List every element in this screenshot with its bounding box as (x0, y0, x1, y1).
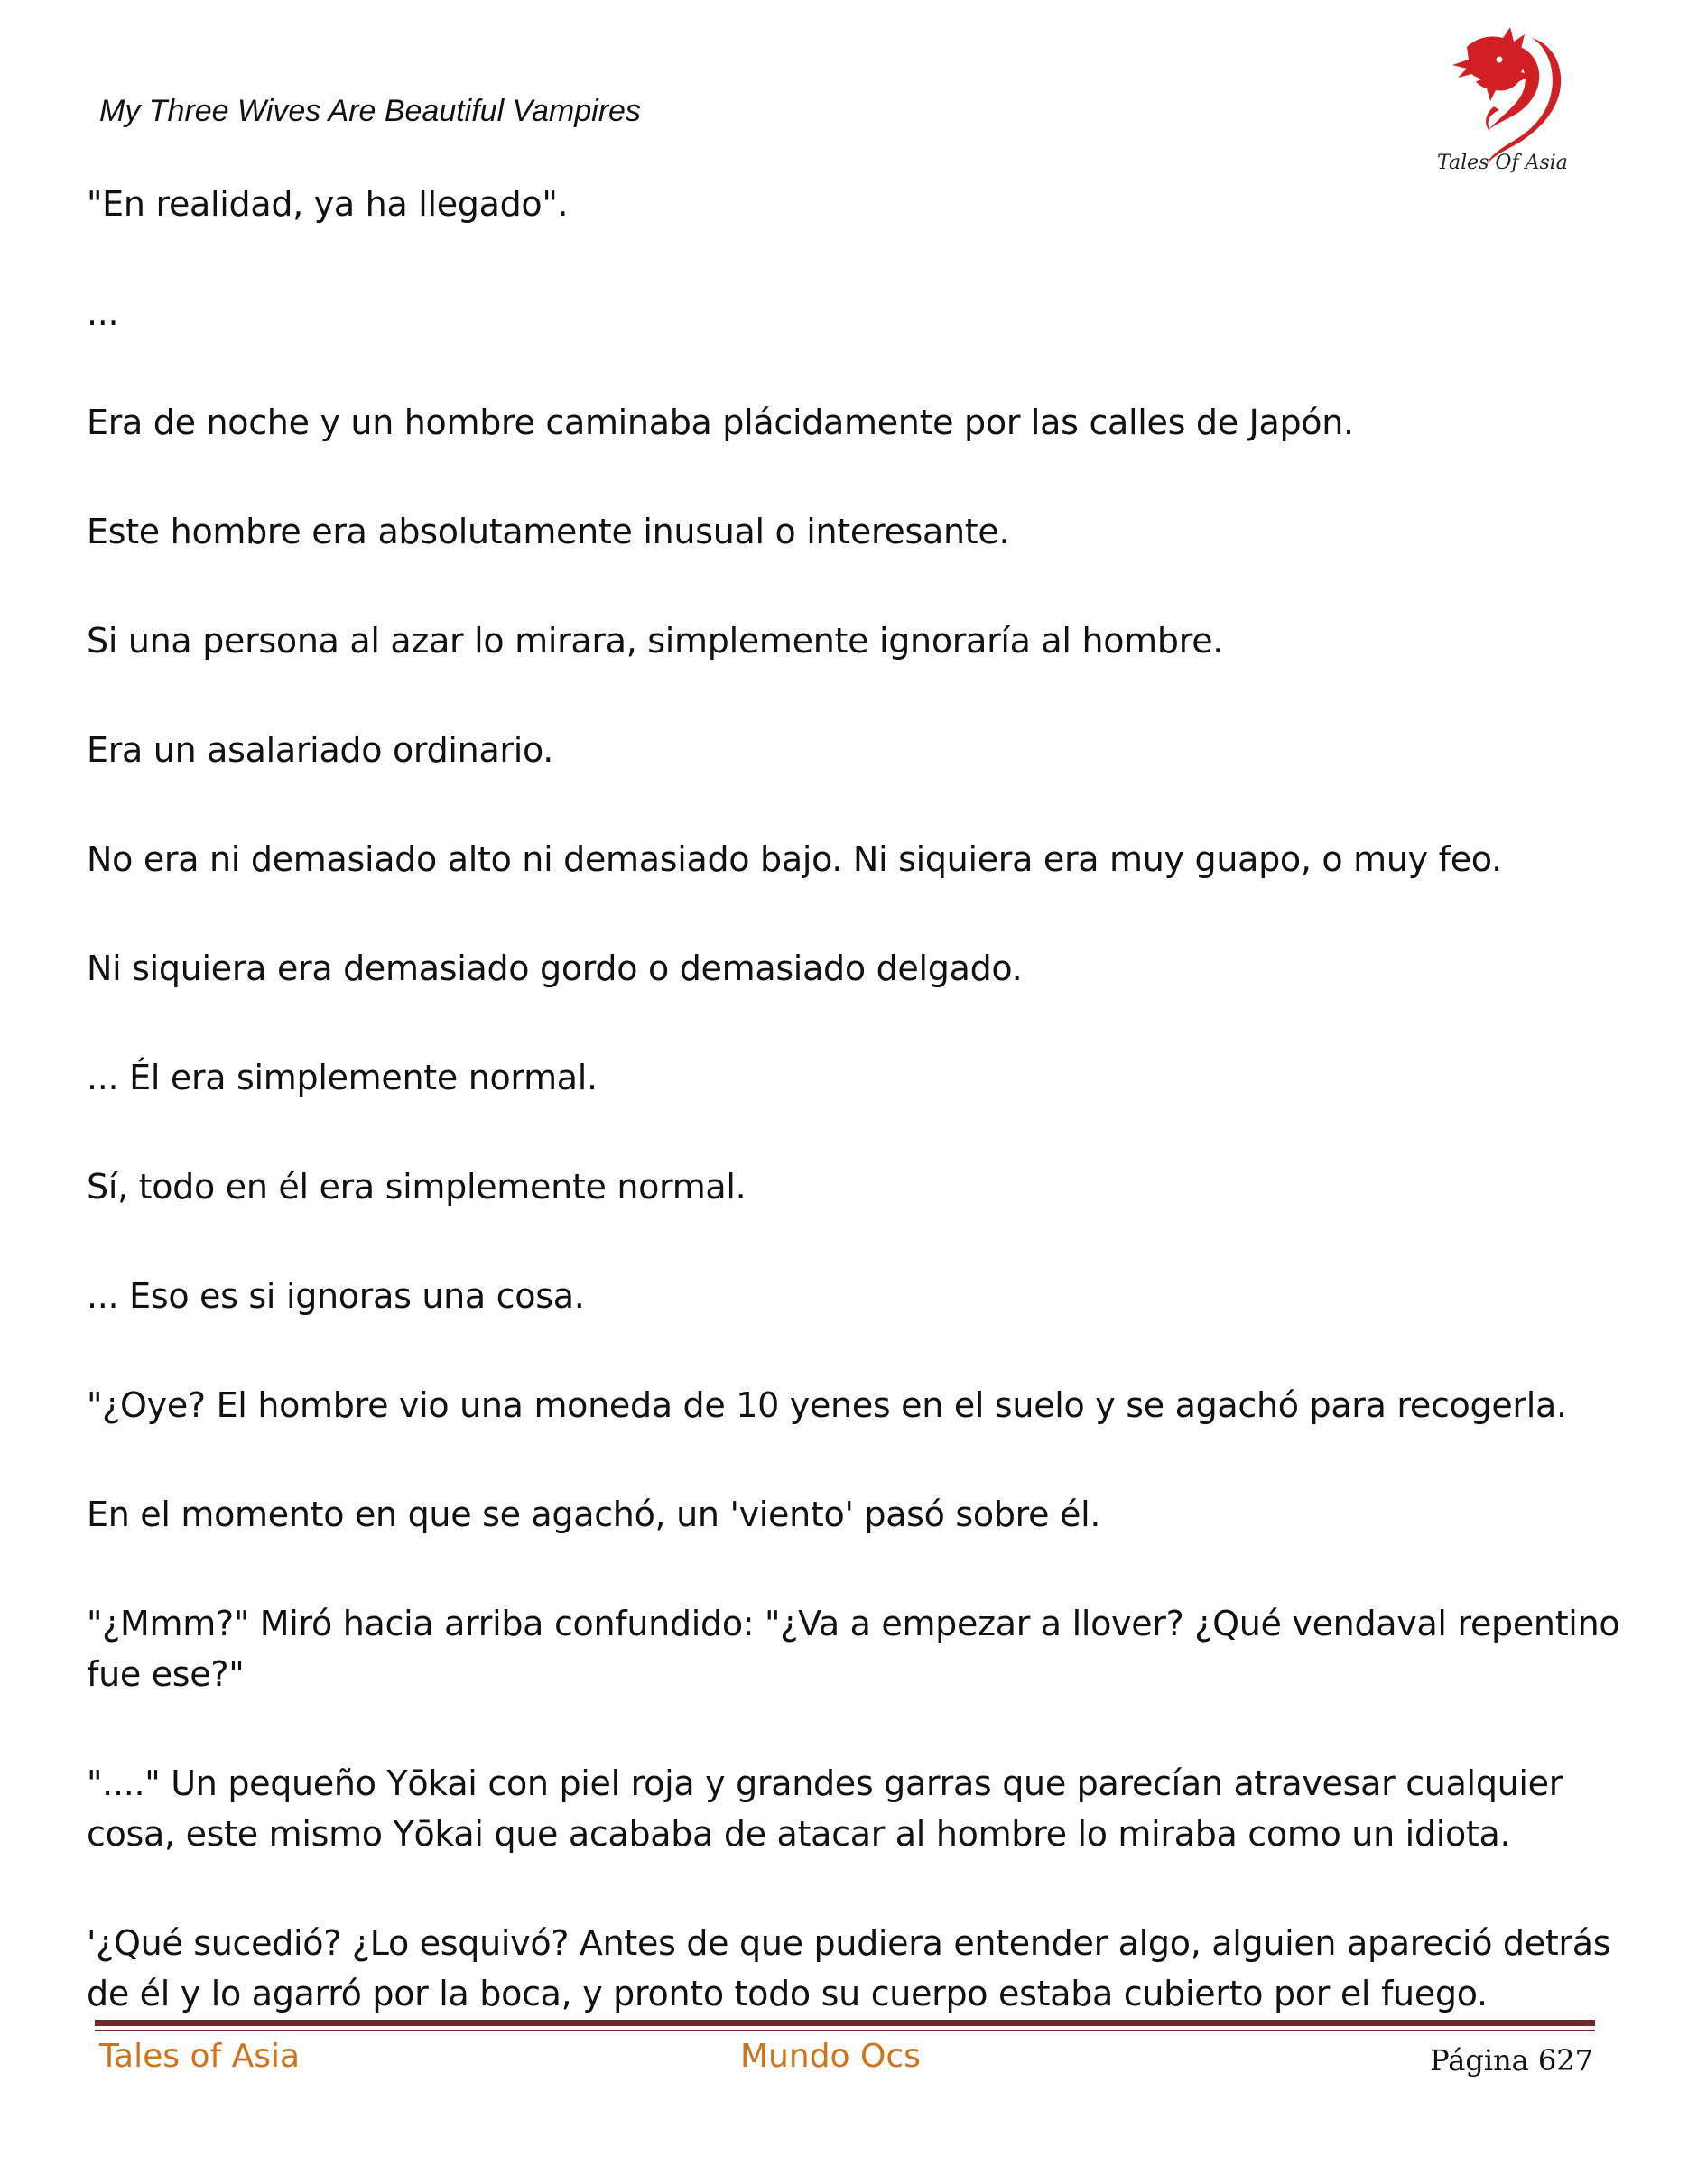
footer-rule-thick (95, 2020, 1595, 2026)
paragraph: ... Eso es si ignoras una cosa. (87, 1276, 585, 1316)
paragraph: "¿Oye? El hombre vio una moneda de 10 yenes en el suelo y se agachó para recogerla. (87, 1385, 1567, 1425)
paragraph: Era un asalariado ordinario. (87, 730, 554, 770)
paragraph: Este hombre era absolutamente inusual o interesante. (87, 512, 1010, 551)
paragraph: '¿Qué sucedió? ¿Lo esquivó? Antes de que pudiera entender algo, alguien apareció detrás de él y lo agarró por la boca, y pronto todo su cuerpo estaba cubierto por el fuego. (87, 1923, 1611, 2013)
page-number: Página 627 (1430, 2043, 1593, 2078)
paragraph: Sí, todo en él era simplemente normal. (87, 1167, 747, 1207)
paragraph: No era ni demasiado alto ni demasiado bajo. Ni siquiera era muy guapo, o muy feo. (87, 839, 1502, 879)
body-text (87, 179, 1621, 2078)
paragraph: Era de noche y un hombre caminaba plácidamente por las calles de Japón. (87, 403, 1354, 442)
footer-rule-thin (95, 2030, 1595, 2031)
running-title: My Three Wives Are Beautiful Vampires (99, 94, 641, 128)
footer-section-name: Mundo Ocs (740, 2038, 921, 2075)
logo-text: Tales Of Asia (1437, 152, 1568, 174)
paragraph: ... (87, 293, 119, 333)
paragraph: ... Él era simplemente normal. (87, 1058, 598, 1097)
paragraph: "¿Mmm?" Miró hacia arriba confundido: "¿Va a empezar a llover? ¿Qué vendaval repentino fue ese?" (87, 1604, 1620, 1694)
paragraph: Si una persona al azar lo mirara, simplemente ignoraría al hombre. (87, 621, 1224, 661)
paragraph: Ni siquiera era demasiado gordo o demasiado delgado. (87, 949, 1023, 988)
paragraph: "En realidad, ya ha llegado". (87, 184, 569, 224)
footer-site-name: Tales of Asia (99, 2038, 301, 2075)
paragraph: "...." Un pequeño Yōkai con piel roja y grandes garras que parecían atravesar cualquier cosa, este mismo Yōkai que acababa de atacar al hombre lo miraba como un idiota. (87, 1763, 1563, 1854)
paragraph: En el momento en que se agachó, un 'viento' pasó sobre él. (87, 1495, 1101, 1534)
footer-rule (95, 2020, 1595, 2031)
